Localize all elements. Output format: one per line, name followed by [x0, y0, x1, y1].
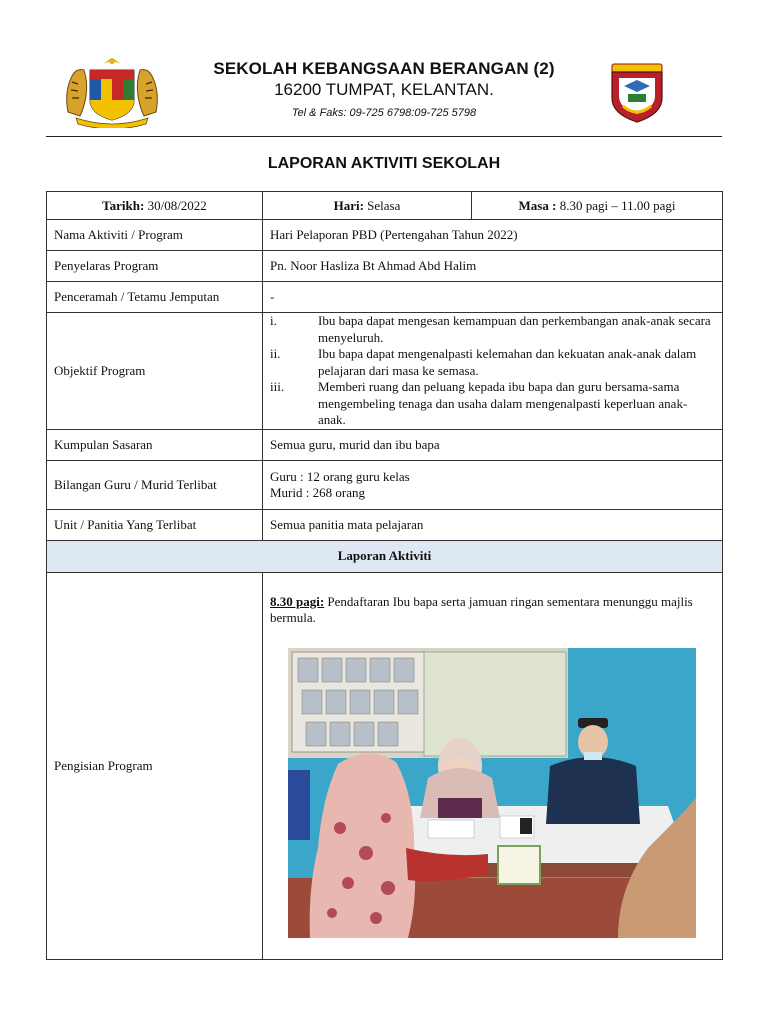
letterhead	[0, 0, 768, 140]
list-item	[270, 379, 715, 429]
row-label: Nama Aktiviti / Program	[47, 220, 263, 251]
activity-photo	[288, 648, 696, 938]
section-heading-row	[47, 540, 723, 572]
report-title: LAPORAN AKTIVITI SEKOLAH	[267, 155, 501, 172]
item-number: i.	[270, 313, 277, 328]
activity-report-table	[46, 191, 723, 960]
table-row	[47, 251, 723, 282]
item-number: iii.	[270, 379, 285, 394]
day-value: Selasa	[367, 197, 401, 213]
item-number: ii.	[270, 346, 281, 361]
school-address: 16200 TUMPAT, KELANTAN.	[274, 80, 494, 99]
time-cell	[472, 192, 723, 220]
student-count: Murid : 268 orang	[270, 484, 365, 500]
objectives-cell	[263, 313, 723, 430]
program-content-text	[270, 594, 715, 626]
school-name: SEKOLAH KEBANGSAAN BERANGAN (2)	[213, 59, 555, 78]
table-row	[47, 429, 723, 460]
row-label: Penyelaras Program	[47, 251, 263, 282]
item-text: Memberi ruang dan peluang kepada ibu bapa dan guru bersama-sama mengembeling tenaga dan usaha dalam mengenalpasti keperluan anak-anak.	[318, 379, 688, 427]
list-item	[270, 346, 715, 379]
objectives-label: Objektif Program	[47, 313, 263, 430]
school-phone: Tel & Faks: 09-725 6798:09-725 5798	[291, 107, 477, 119]
program-content-label: Pengisian Program	[47, 572, 263, 959]
day-label: Hari:	[333, 197, 364, 213]
row-value: Semua panitia mata pelajaran	[263, 509, 723, 540]
row-label: Unit / Panitia Yang Terlibat	[47, 509, 263, 540]
objectives-list	[270, 313, 715, 429]
program-content-row	[47, 572, 723, 959]
time-label: Masa :	[518, 197, 557, 213]
row-value	[263, 460, 723, 509]
day-cell	[263, 192, 472, 220]
row-label: Bilangan Guru / Murid Terlibat	[47, 460, 263, 509]
table-row	[47, 282, 723, 313]
program-description: Pendaftaran Ibu bapa serta jamuan ringan sementara menunggu majlis bermula.	[270, 593, 693, 625]
item-text: Ibu bapa dapat mengesan kemampuan dan perkembangan anak-anak secara menyeluruh.	[318, 313, 711, 345]
date-value: 30/08/2022	[147, 197, 207, 213]
date-cell	[47, 192, 263, 220]
school-badge-icon	[606, 62, 668, 124]
section-heading: Laporan Aktiviti	[47, 540, 723, 572]
date-label: Tarikh:	[102, 197, 145, 213]
teacher-count: Guru : 12 orang guru kelas	[270, 468, 410, 484]
row-label: Penceramah / Tetamu Jemputan	[47, 282, 263, 313]
row-value: Hari Pelaporan PBD (Pertengahan Tahun 2022)	[263, 220, 723, 251]
date-row	[47, 192, 723, 220]
item-text: Ibu bapa dapat mengenalpasti kelemahan dan kekuatan anak-anak dalam pelajaran dari masa ke semasa.	[318, 346, 697, 378]
row-value: Pn. Noor Hasliza Bt Ahmad Abd Halim	[263, 251, 723, 282]
table-row	[47, 460, 723, 509]
row-value: -	[263, 282, 723, 313]
row-label: Kumpulan Sasaran	[47, 429, 263, 460]
objectives-row	[47, 313, 723, 430]
list-item	[270, 313, 715, 346]
row-value: Semua guru, murid dan ibu bapa	[263, 429, 723, 460]
time-value: 8.30 pagi – 11.00 pagi	[559, 197, 676, 213]
table-row	[47, 509, 723, 540]
header-divider	[46, 136, 722, 137]
program-content-cell	[263, 572, 723, 959]
table-row	[47, 220, 723, 251]
program-time: 8.30 pagi:	[270, 593, 325, 609]
